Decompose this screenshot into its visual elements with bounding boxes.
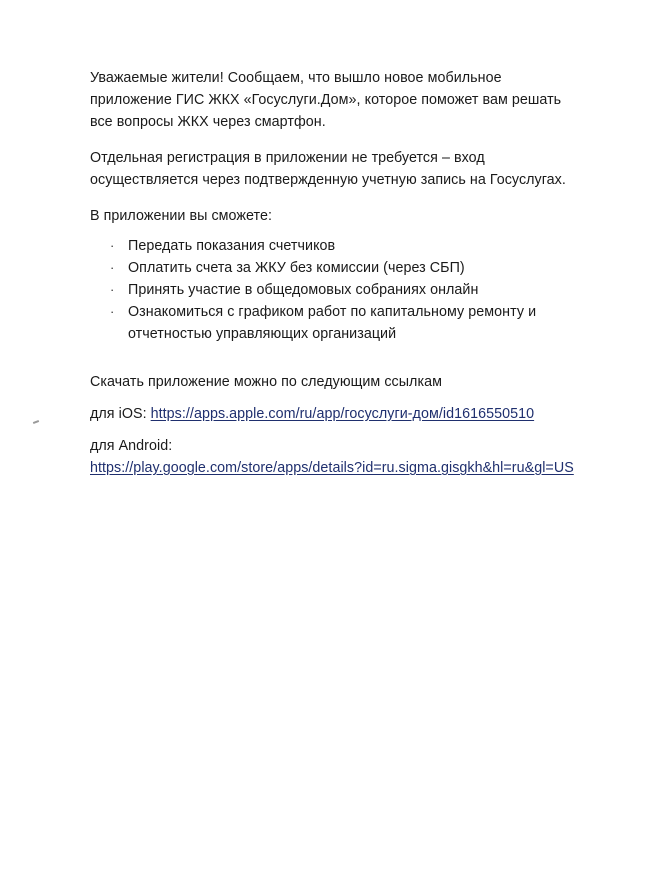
ios-app-link[interactable]: https://apps.apple.com/ru/app/госуслуги-дом/id1616550510	[150, 406, 535, 422]
list-item-text: Оплатить счета за ЖКУ без комиссии (через СБП)	[128, 260, 465, 276]
scan-speck	[33, 420, 39, 424]
features-heading: В приложении вы сможете:	[90, 208, 272, 224]
bullet-icon: ·	[110, 260, 115, 275]
bullet-icon: ·	[110, 304, 115, 319]
download-heading: Скачать приложение можно по следующим ссылкам	[90, 374, 442, 390]
intro-paragraph: Уважаемые жители! Сообщаем, что вышло новое мобильное приложение ГИС ЖКХ «Госуслуги.Дом», которое поможет вам решать все вопросы ЖКХ через смартфон.	[90, 70, 562, 130]
list-item-text: Передать показания счетчиков	[128, 238, 336, 254]
android-line	[90, 457, 580, 479]
registration-paragraph: Отдельная регистрация в приложении не требуется – вход осуществляется через подтвержденную учетную запись на Госуслугах.	[90, 150, 566, 188]
document-body	[90, 67, 580, 479]
list-item	[90, 279, 580, 301]
android-app-link[interactable]: https://play.google.com/store/apps/details?id=ru.sigma.gisgkh&hl=ru&gl=US	[90, 460, 574, 476]
features-list	[90, 235, 580, 345]
list-item-text: Ознакомиться с графиком работ по капитальному ремонту и отчетностью управляющих организаций	[128, 304, 537, 342]
list-item	[90, 257, 580, 279]
list-item-text: Принять участие в общедомовых собраниях онлайн	[128, 282, 479, 298]
bullet-icon: ·	[110, 238, 115, 253]
list-item	[90, 301, 580, 345]
list-item	[90, 235, 580, 257]
ios-label: для iOS:	[90, 406, 151, 422]
bullet-icon: ·	[110, 282, 115, 297]
android-label: для Android:	[90, 438, 173, 454]
ios-line	[90, 403, 580, 425]
